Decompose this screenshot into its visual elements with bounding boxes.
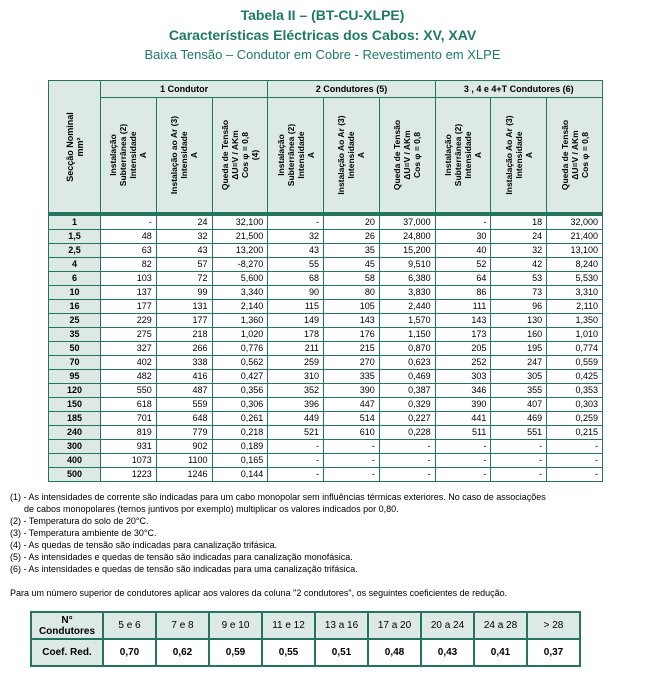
- table-cell: 247: [491, 356, 547, 370]
- table-cell: 130: [491, 314, 547, 328]
- table-cell: 211: [268, 342, 324, 356]
- conductors-range-cell: 20 a 24: [421, 612, 474, 639]
- table-cell: 63: [101, 244, 157, 258]
- table-cell: -: [435, 440, 491, 454]
- table-cell: 21,500: [212, 230, 268, 244]
- conductors-range-cell: > 28: [527, 612, 580, 639]
- table-cell: 58: [324, 272, 380, 286]
- table-cell: -: [101, 216, 157, 230]
- section-cell: 400: [49, 454, 101, 468]
- table-row: [49, 370, 603, 384]
- table-cell: 551: [491, 426, 547, 440]
- footnotes: [10, 491, 640, 575]
- table-cell: 305: [491, 370, 547, 384]
- table-cell: 931: [101, 440, 157, 454]
- table-cell: -: [324, 468, 380, 482]
- table-cell: 252: [435, 356, 491, 370]
- coefficient-cell: 0,51: [315, 639, 368, 666]
- table-cell: 205: [435, 342, 491, 356]
- table-cell: 105: [324, 300, 380, 314]
- table-cell: 3,830: [379, 286, 435, 300]
- table-cell: 173: [435, 328, 491, 342]
- table-cell: 52: [435, 258, 491, 272]
- table-cell: 45: [324, 258, 380, 272]
- footnote: (6) - As intensidades e quedas de tensão são indicadas para uma canalização trifásica.: [10, 564, 358, 574]
- table-cell: 1,350: [547, 314, 603, 328]
- table-cell: 1073: [101, 454, 157, 468]
- table-row: [49, 342, 603, 356]
- conductors-range-cell: 5 e 6: [103, 612, 156, 639]
- footnote: (3) - Temperatura ambiente de 30°C.: [10, 528, 157, 538]
- table-row: [49, 314, 603, 328]
- section-cell: 240: [49, 426, 101, 440]
- table-cell: 218: [156, 328, 212, 342]
- table-cell: 195: [491, 342, 547, 356]
- table-cell: 407: [491, 398, 547, 412]
- table-cell: -: [379, 440, 435, 454]
- table-cell: 115: [268, 300, 324, 314]
- table-cell: 26: [324, 230, 380, 244]
- group-header-1: 1 Condutor: [101, 81, 268, 98]
- table-cell: -8,270: [212, 258, 268, 272]
- table-cell: 482: [101, 370, 157, 384]
- table-cell: 335: [324, 370, 380, 384]
- table-cell: 441: [435, 412, 491, 426]
- reduction-intro-text: Para um número superior de condutores aplicar aos valores da coluna "2 condutores", os seguintes coeficientes de redução.: [10, 588, 508, 598]
- column-header: Queda de Tensão ΔU=V / AKm Cos φ = 0,8: [379, 98, 435, 213]
- table-cell: 1223: [101, 468, 157, 482]
- section-cell: 4: [49, 258, 101, 272]
- column-header: Instalação ao Ar (3) Intensidade A: [156, 98, 212, 213]
- section-cell: 120: [49, 384, 101, 398]
- table-cell: 177: [101, 300, 157, 314]
- table-cell: -: [268, 454, 324, 468]
- column-header: Instalação Subterrânea (2) Intensidade A: [268, 98, 324, 213]
- table-cell: 402: [101, 356, 157, 370]
- column-header: Instalação Ao Ar (3) Intensidade A: [491, 98, 547, 213]
- table-cell: 0,427: [212, 370, 268, 384]
- table-cell: 30: [435, 230, 491, 244]
- table-row: [49, 258, 603, 272]
- table-cell: 0,425: [547, 370, 603, 384]
- table-cell: 99: [156, 286, 212, 300]
- section-cell: 1,5: [49, 230, 101, 244]
- table-cell: 390: [435, 398, 491, 412]
- table-cell: 35: [324, 244, 380, 258]
- table-cell: -: [268, 216, 324, 230]
- table-cell: 618: [101, 398, 157, 412]
- table-row: [49, 384, 603, 398]
- section-cell: 35: [49, 328, 101, 342]
- table-cell: 0,259: [547, 412, 603, 426]
- table-cell: 176: [324, 328, 380, 342]
- table-cell: 68: [268, 272, 324, 286]
- table-cell: 53: [491, 272, 547, 286]
- table-cell: 0,228: [379, 426, 435, 440]
- page-subtitle: Características Eléctricas dos Cabos: XV, XAV: [168, 27, 477, 43]
- section-cell: 25: [49, 314, 101, 328]
- table-cell: 550: [101, 384, 157, 398]
- table-row: [49, 398, 603, 412]
- table-cell: 32,100: [212, 216, 268, 230]
- table-cell: 9,510: [379, 258, 435, 272]
- table-cell: -: [324, 454, 380, 468]
- table-cell: 1,150: [379, 328, 435, 342]
- table-cell: -: [491, 454, 547, 468]
- table-cell: 143: [435, 314, 491, 328]
- section-nominal-header: Secção Nominal mm²: [49, 81, 101, 213]
- table-cell: 819: [101, 426, 157, 440]
- table-cell: 32: [491, 244, 547, 258]
- table-cell: 0,387: [379, 384, 435, 398]
- table-row: [49, 426, 603, 440]
- group-header-3: 3 , 4 e 4+T Condutores (6): [435, 81, 602, 98]
- table-cell: 511: [435, 426, 491, 440]
- section-cell: 6: [49, 272, 101, 286]
- table-cell: 449: [268, 412, 324, 426]
- table-cell: 229: [101, 314, 157, 328]
- table-cell: 275: [101, 328, 157, 342]
- table-cell: 0,261: [212, 412, 268, 426]
- table-cell: -: [379, 454, 435, 468]
- table-cell: 8,240: [547, 258, 603, 272]
- table-cell: 0,218: [212, 426, 268, 440]
- table-cell: 1,010: [547, 328, 603, 342]
- table-cell: 73: [491, 286, 547, 300]
- table-cell: 32: [268, 230, 324, 244]
- table-cell: 24: [491, 230, 547, 244]
- table-cell: 149: [268, 314, 324, 328]
- table-cell: 82: [101, 258, 157, 272]
- table-cell: 0,303: [547, 398, 603, 412]
- table-cell: 469: [491, 412, 547, 426]
- table-cell: 559: [156, 398, 212, 412]
- section-cell: 70: [49, 356, 101, 370]
- table-cell: 37,000: [379, 216, 435, 230]
- table-cell: 610: [324, 426, 380, 440]
- reduction-coefficient-table: [30, 611, 581, 667]
- table-cell: 2,440: [379, 300, 435, 314]
- table-cell: -: [547, 454, 603, 468]
- table-cell: 96: [491, 300, 547, 314]
- table-cell: 0,562: [212, 356, 268, 370]
- table-cell: 3,340: [212, 286, 268, 300]
- table-row: [49, 300, 603, 314]
- table-cell: 143: [324, 314, 380, 328]
- table-cell: 15,200: [379, 244, 435, 258]
- footnote: (1) - As intensidades de corrente são indicadas para um cabo monopolar sem influências térmicas exteriores. No caso de associações: [10, 492, 546, 502]
- section-cell: 2,5: [49, 244, 101, 258]
- table-cell: 0,356: [212, 384, 268, 398]
- table-cell: 111: [435, 300, 491, 314]
- table-cell: -: [324, 440, 380, 454]
- table-row: [49, 216, 603, 230]
- table-cell: 21,400: [547, 230, 603, 244]
- table-cell: 1,570: [379, 314, 435, 328]
- column-header: Queda de Tensão ΔU=V / AKm Cos φ = 0,8: [547, 98, 603, 213]
- table-cell: 13,200: [212, 244, 268, 258]
- table-cell: 416: [156, 370, 212, 384]
- table-cell: 160: [491, 328, 547, 342]
- table-cell: 2,140: [212, 300, 268, 314]
- column-header: Instalação Ao Ar (3) Intensidade A: [324, 98, 380, 213]
- table-cell: 0,306: [212, 398, 268, 412]
- table-cell: 72: [156, 272, 212, 286]
- conductors-range-cell: 11 e 12: [262, 612, 315, 639]
- table-cell: 18: [491, 216, 547, 230]
- table-cell: 24: [156, 216, 212, 230]
- table-cell: 86: [435, 286, 491, 300]
- coefficient-cell: 0,48: [368, 639, 421, 666]
- table-cell: 1,020: [212, 328, 268, 342]
- table-cell: 5,600: [212, 272, 268, 286]
- table-cell: 55: [268, 258, 324, 272]
- table-cell: 0,774: [547, 342, 603, 356]
- page-description: Baixa Tensão – Condutor em Cobre - Revestimento em XLPE: [144, 47, 501, 62]
- table-cell: 346: [435, 384, 491, 398]
- conductors-range-cell: 9 e 10: [209, 612, 262, 639]
- table-cell: 447: [324, 398, 380, 412]
- section-cell: 95: [49, 370, 101, 384]
- table-cell: 0,215: [547, 426, 603, 440]
- section-cell: 16: [49, 300, 101, 314]
- table-cell: -: [379, 468, 435, 482]
- table-cell: 0,227: [379, 412, 435, 426]
- table-cell: 779: [156, 426, 212, 440]
- page-title: Tabela II – (BT-CU-XLPE): [240, 7, 405, 23]
- table-cell: 266: [156, 342, 212, 356]
- table-cell: 90: [268, 286, 324, 300]
- table-cell: 1246: [156, 468, 212, 482]
- coefficient-cell: 0,62: [156, 639, 209, 666]
- table-cell: -: [547, 440, 603, 454]
- table-cell: 178: [268, 328, 324, 342]
- table-cell: 303: [435, 370, 491, 384]
- table-cell: 487: [156, 384, 212, 398]
- table-row: [49, 272, 603, 286]
- column-header: Instalação Subterrânea (2) Intensidade A: [435, 98, 491, 213]
- footnote: (5) - As intensidades e quedas de tensão são indicadas para canalização monofásica.: [10, 552, 353, 562]
- table-cell: 352: [268, 384, 324, 398]
- column-header: Queda de Tensão ΔU=V / AKm Cos φ = 0,8 (4): [212, 98, 268, 213]
- table-cell: 64: [435, 272, 491, 286]
- conductors-range-cell: 7 e 8: [156, 612, 209, 639]
- table-cell: -: [268, 468, 324, 482]
- section-cell: 50: [49, 342, 101, 356]
- table-cell: -: [435, 216, 491, 230]
- table-cell: 0,353: [547, 384, 603, 398]
- table-cell: 40: [435, 244, 491, 258]
- section-cell: 500: [49, 468, 101, 482]
- table-row: [49, 328, 603, 342]
- group-header-2: 2 Condutores (5): [268, 81, 435, 98]
- footnote: (2) - Temperatura do solo de 20°C.: [10, 516, 149, 526]
- table-cell: 32,000: [547, 216, 603, 230]
- table-cell: 0,623: [379, 356, 435, 370]
- table-cell: 137: [101, 286, 157, 300]
- table-cell: 338: [156, 356, 212, 370]
- table-cell: 3,310: [547, 286, 603, 300]
- table-cell: -: [435, 468, 491, 482]
- table-cell: 0,870: [379, 342, 435, 356]
- table-cell: 131: [156, 300, 212, 314]
- conductors-range-cell: 13 a 16: [315, 612, 368, 639]
- section-cell: 150: [49, 398, 101, 412]
- table-cell: 1,360: [212, 314, 268, 328]
- coefficient-cell: 0,43: [421, 639, 474, 666]
- column-header: Instalação Subterrânea (2) Intensidade A: [101, 98, 157, 213]
- table-cell: 259: [268, 356, 324, 370]
- table-cell: 48: [101, 230, 157, 244]
- table-cell: 177: [156, 314, 212, 328]
- coef-red-label: Coef. Red.: [31, 639, 103, 666]
- table-cell: -: [435, 454, 491, 468]
- table-cell: 80: [324, 286, 380, 300]
- table-cell: 0,559: [547, 356, 603, 370]
- table-cell: 514: [324, 412, 380, 426]
- table-row: [49, 454, 603, 468]
- table-cell: 390: [324, 384, 380, 398]
- table-row: [49, 412, 603, 426]
- table-cell: -: [491, 440, 547, 454]
- footnote: (4) - As quedas de tensão são indicadas para canalização trifásica.: [10, 540, 278, 550]
- table-cell: 270: [324, 356, 380, 370]
- conductors-count-label: N° Condutores: [31, 612, 103, 639]
- table-cell: 20: [324, 216, 380, 230]
- table-cell: 521: [268, 426, 324, 440]
- table-cell: 103: [101, 272, 157, 286]
- section-cell: 185: [49, 412, 101, 426]
- conductors-range-cell: 24 a 28: [474, 612, 527, 639]
- coefficient-cell: 0,59: [209, 639, 262, 666]
- table-cell: 42: [491, 258, 547, 272]
- table-cell: 355: [491, 384, 547, 398]
- table-row: [49, 440, 603, 454]
- table-row: [49, 468, 603, 482]
- table-cell: 396: [268, 398, 324, 412]
- section-cell: 1: [49, 216, 101, 230]
- table-cell: 1100: [156, 454, 212, 468]
- table-cell: 327: [101, 342, 157, 356]
- table-cell: 24,800: [379, 230, 435, 244]
- table-cell: 0,189: [212, 440, 268, 454]
- table-cell: 13,100: [547, 244, 603, 258]
- coefficient-cell: 0,55: [262, 639, 315, 666]
- table-row: [49, 244, 603, 258]
- table-cell: 0,776: [212, 342, 268, 356]
- table-row: [49, 356, 603, 370]
- conductors-range-cell: 17 a 20: [368, 612, 421, 639]
- table-cell: 0,144: [212, 468, 268, 482]
- table-cell: 701: [101, 412, 157, 426]
- table-cell: 6,380: [379, 272, 435, 286]
- table-cell: 5,530: [547, 272, 603, 286]
- table-cell: -: [491, 468, 547, 482]
- table-row: [49, 286, 603, 300]
- table-cell: 32: [156, 230, 212, 244]
- table-cell: 215: [324, 342, 380, 356]
- table-cell: 57: [156, 258, 212, 272]
- table-cell: 43: [268, 244, 324, 258]
- table-cell: -: [547, 468, 603, 482]
- table-cell: 0,469: [379, 370, 435, 384]
- section-cell: 300: [49, 440, 101, 454]
- table-cell: 2,110: [547, 300, 603, 314]
- coefficient-cell: 0,41: [474, 639, 527, 666]
- table-cell: 43: [156, 244, 212, 258]
- table-cell: 902: [156, 440, 212, 454]
- footnote: de cabos monopolares (ternos juntivos por exemplo) multiplicar os valores indicados por 0,80.: [24, 504, 399, 514]
- cable-characteristics-table: [48, 80, 603, 482]
- table-cell: 310: [268, 370, 324, 384]
- coefficient-cell: 0,37: [527, 639, 580, 666]
- table-cell: 0,329: [379, 398, 435, 412]
- table-cell: 648: [156, 412, 212, 426]
- coefficient-cell: 0,70: [103, 639, 156, 666]
- section-cell: 10: [49, 286, 101, 300]
- table-cell: -: [268, 440, 324, 454]
- table-row: [49, 230, 603, 244]
- table-cell: 0,165: [212, 454, 268, 468]
